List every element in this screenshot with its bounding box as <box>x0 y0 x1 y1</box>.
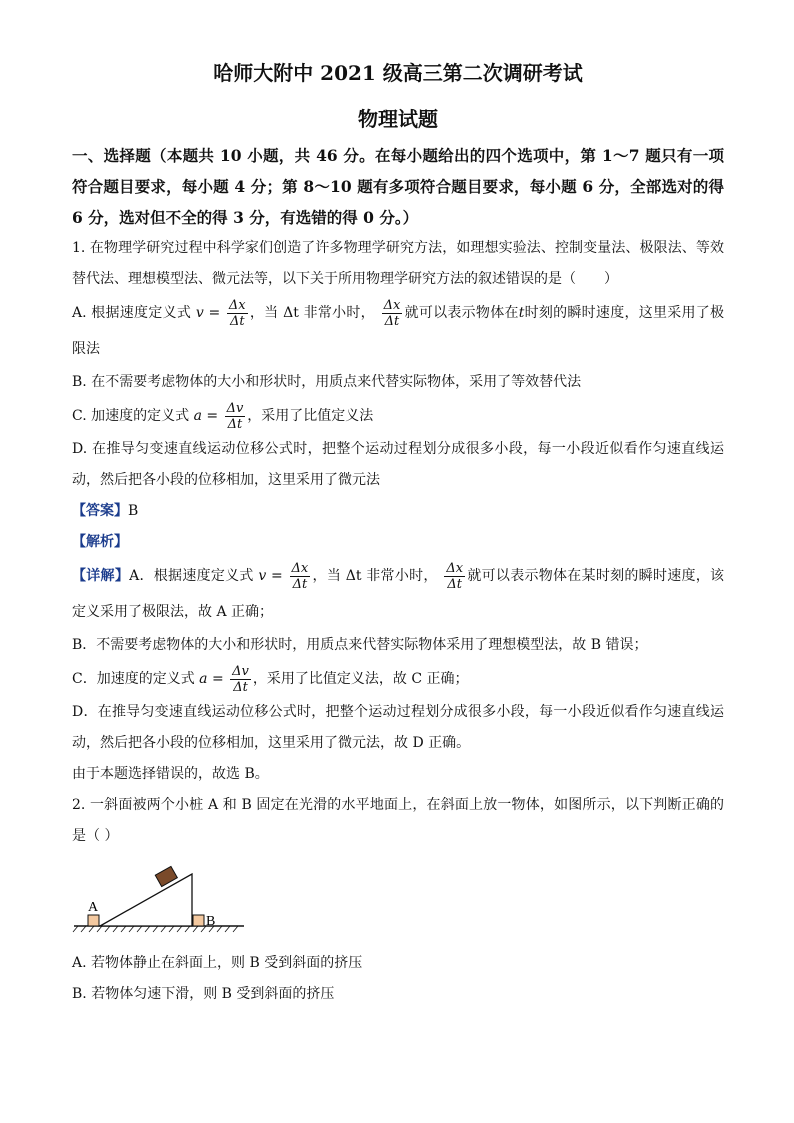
exam-subtitle: 物理试题 <box>358 107 438 131</box>
frac-denominator: Δt <box>447 576 463 592</box>
q1-a-fraction-2 <box>382 298 403 329</box>
detail-c-a-eq: a = <box>199 671 224 687</box>
q1-a-prefix: A. 根据速度定义式 <box>72 305 192 321</box>
answer-value: B <box>128 503 139 519</box>
q1-c-prefix: C. 加速度的定义式 <box>72 408 190 424</box>
detail-a-post: 就可以表示物体在某时刻的瞬时速度，该定义采用了极限法，故 A 正确； <box>72 568 725 620</box>
detail-a-mid: ，当 Δt 非常小时， <box>312 568 438 584</box>
detail-tag: 【详解】 <box>72 568 130 584</box>
q1-option-a <box>72 295 724 367</box>
q1-detail-d: D．在推导匀变速直线运动位移公式时，把整个运动过程划分成很多小段，每一小段近似看作匀速直线运动，然后把各小段的位移相加，这里采用了微元法，故 D 正确。 <box>72 704 724 751</box>
q1-stem: 1. 在物理学研究过程中科学家们创造了许多物理学研究方法，如理想实验法、控制变量法、极限法、等效替代法、理想模型法、微元法等，以下关于所用物理学研究方法的叙述错误的是（ ） <box>72 240 724 287</box>
q1-analysis <box>72 527 724 558</box>
detail-a-v-eq: v = <box>258 568 283 584</box>
detail-a-prefix: A．根据速度定义式 <box>129 568 254 584</box>
exam-title: 哈师大附中 2021 级高三第二次调研考试 <box>213 61 583 85</box>
frac-numerator: Δx <box>291 560 309 576</box>
label-a: A <box>88 900 99 915</box>
incline-wedge <box>100 874 192 926</box>
q2-option-a: A. 若物体静止在斜面上，则 B 受到斜面的挤压 <box>72 955 363 971</box>
q1-c-fraction <box>225 401 246 432</box>
label-b: B <box>206 914 216 929</box>
q1-detail-a <box>72 558 724 630</box>
q1-option-d: D. 在推导匀变速直线运动位移公式时，把整个运动过程划分成很多小段，每一小段近似看作匀速直线运动，然后把各小段的位移相加，这里采用了微元法 <box>72 441 724 488</box>
q1-a-mid: ，当 Δt 非常小时， <box>249 305 375 321</box>
frac-numerator: Δx <box>446 560 464 576</box>
frac-numerator: Δv <box>232 663 249 679</box>
detail-a-fraction-2 <box>444 561 465 592</box>
q2-stem: 2. 一斜面被两个小桩 A 和 B 固定在光滑的水平地面上，在斜面上放一物体，如图所示，以下判断正确的是（ ） <box>72 797 724 844</box>
q1-a-t: t <box>518 305 525 321</box>
q1-answer <box>72 496 724 527</box>
ground-hatching <box>73 926 244 932</box>
frac-denominator: Δt <box>384 313 400 329</box>
q1-a-post2: 时刻的瞬时速度，这里采用了极限法 <box>72 305 725 357</box>
analysis-tag: 【解析】 <box>72 534 128 550</box>
detail-c-post: ，采用了比值定义法，故 C 正确； <box>252 671 469 687</box>
frac-denominator: Δt <box>292 576 308 592</box>
stake-a <box>88 915 99 926</box>
incline-diagram <box>72 856 252 946</box>
q1-detail-b: B．不需要考虑物体的大小和形状时，用质点来代替实际物体采用了理想模型法，故 B 错误； <box>72 637 648 653</box>
frac-denominator: Δt <box>229 313 245 329</box>
frac-numerator: Δx <box>383 297 401 313</box>
q1-option-b: B. 在不需要考虑物体的大小和形状时，用质点来代替实际物体，采用了等效替代法 <box>72 374 582 390</box>
incline-figure <box>72 852 724 948</box>
q2-option-b: B. 若物体匀速下滑，则 B 受到斜面的挤压 <box>72 986 335 1002</box>
answer-tag: 【答案】 <box>72 503 128 519</box>
q1-option-c <box>72 398 724 434</box>
q1-conclusion: 由于本题选择错误的，故选 B。 <box>72 766 269 782</box>
frac-denominator: Δt <box>233 679 248 695</box>
detail-a-fraction-1 <box>290 561 311 592</box>
section-heading: 一、选择题（本题共 10 小题，共 46 分。在每小题给出的四个选项中，第 1～7 题只有一项符合题目要求，每小题 4 分；第 8～10 题有多项符合题目要求，每小题 6 分，全部选对的得 6 分，选对但不全的得 3 分，有选错的得 0 分。） <box>72 146 724 227</box>
q1-c-a-eq: a = <box>193 408 219 424</box>
frac-denominator: Δt <box>227 416 243 432</box>
exam-page <box>72 58 724 1010</box>
q1-a-fraction-1 <box>227 298 248 329</box>
q1-a-v-eq: v = <box>195 305 221 321</box>
detail-c-fraction <box>230 664 251 695</box>
q1-detail-c <box>72 661 724 697</box>
q1-a-post1: 就可以表示物体在 <box>404 305 519 321</box>
stake-b <box>193 915 204 926</box>
frac-numerator: Δx <box>228 297 246 313</box>
detail-c-prefix: C．加速度的定义式 <box>72 671 195 687</box>
frac-numerator: Δv <box>226 400 244 416</box>
q1-c-post: ，采用了比值定义法 <box>247 408 374 424</box>
